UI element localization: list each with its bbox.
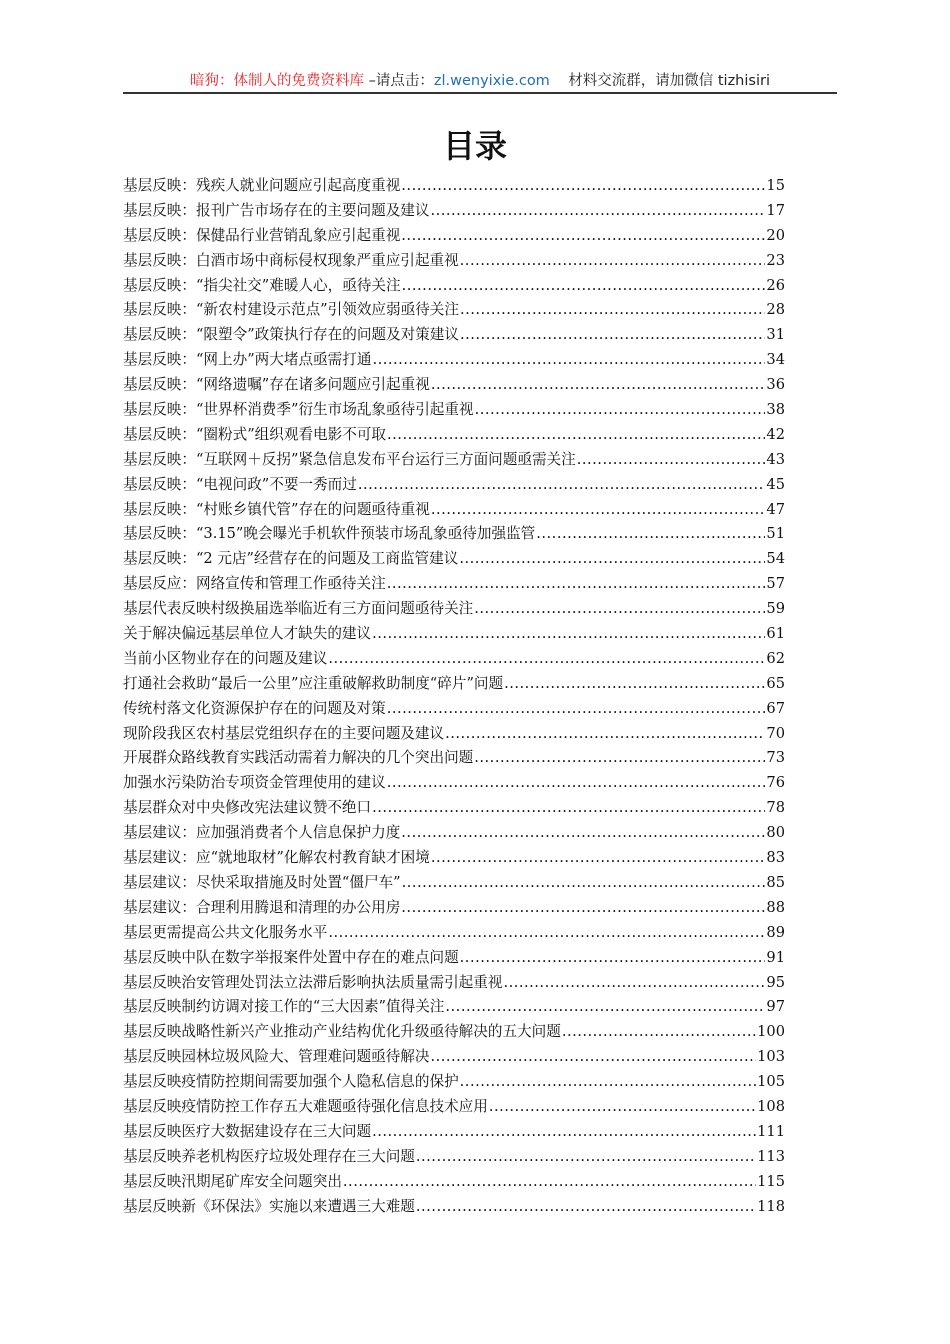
toc-entry-page: 103 [757, 1048, 785, 1066]
toc-dot-leader [431, 373, 766, 398]
toc-entry[interactable] [123, 547, 785, 572]
toc-entry[interactable] [123, 722, 785, 747]
toc-entry-title: 基层反映：“3.15”晚会曝光手机软件预装市场乱象亟待加强监管 [123, 525, 536, 543]
toc-dot-leader [402, 871, 766, 896]
toc-entry-title: 基层反映：“互联网＋反拐”紧急信息发布平台运行三方面问题亟需关注 [123, 450, 576, 468]
toc-dot-leader [445, 722, 765, 747]
table-of-contents [123, 174, 785, 1219]
toc-dot-leader [460, 298, 765, 323]
toc-entry-title: 基层建议：应“就地取材”化解农村教育缺才困境 [123, 849, 430, 867]
toc-entry[interactable] [123, 1145, 785, 1170]
toc-entry-title: 现阶段我区农村基层党组织存在的主要问题及建议 [123, 724, 445, 742]
toc-entry-title: 基层反映：“限塑令”政策执行存在的问题及对策建议 [123, 326, 459, 344]
toc-entry[interactable] [123, 697, 785, 722]
toc-entry-title: 基层反映园林垃圾风险大、管理难问题亟待解决 [123, 1048, 430, 1066]
toc-entry-page: 70 [766, 724, 785, 742]
toc-entry[interactable] [123, 224, 785, 249]
toc-entry[interactable] [123, 298, 785, 323]
toc-entry-page: 57 [766, 575, 785, 593]
toc-dot-leader [430, 199, 765, 224]
toc-dot-leader [387, 771, 766, 796]
toc-entry[interactable] [123, 796, 785, 821]
toc-entry-title: 基层代表反映村级换届选举临近有三方面问题亟待关注 [123, 600, 474, 618]
toc-entry-page: 95 [766, 973, 785, 991]
header-divider [123, 92, 837, 94]
toc-dot-leader [562, 1020, 756, 1045]
toc-entry-page: 47 [766, 500, 785, 518]
toc-entry-page: 23 [766, 251, 785, 269]
toc-entry-title: 基层反映：残疾人就业问题应引起高度重视 [123, 177, 401, 194]
toc-dot-leader [459, 547, 765, 572]
toc-dot-leader [431, 846, 766, 871]
toc-entry-page: 88 [766, 898, 785, 916]
toc-entry-title: 基层反映养老机构医疗垃圾处理存在三大问题 [123, 1147, 415, 1165]
toc-entry-page: 45 [766, 475, 785, 493]
toc-entry[interactable] [123, 274, 785, 299]
toc-entry[interactable] [123, 871, 785, 896]
toc-entry-title: 基层反映疫情防控工作存五大难题亟待强化信息技术应用 [123, 1097, 488, 1115]
toc-dot-leader [328, 921, 765, 946]
toc-dot-leader [460, 249, 766, 274]
toc-entry[interactable] [123, 249, 785, 274]
toc-entry[interactable] [123, 572, 785, 597]
toc-dot-leader [372, 1120, 756, 1145]
toc-entry-title: 基层更需提高公共文化服务水平 [123, 923, 328, 941]
toc-entry-page: 42 [766, 425, 785, 443]
toc-dot-leader [343, 1170, 756, 1195]
toc-dot-leader [474, 746, 765, 771]
header-click-prompt: –请点击： [364, 73, 434, 89]
toc-entry[interactable] [123, 348, 785, 373]
toc-entry-page: 89 [766, 923, 785, 941]
toc-dot-leader [536, 522, 765, 547]
toc-entry[interactable] [123, 995, 785, 1020]
toc-dot-leader [372, 348, 765, 373]
toc-entry[interactable] [123, 1095, 785, 1120]
toc-dot-leader [431, 498, 766, 523]
toc-entry-title: 开展群众路线教育实践活动需着力解决的几个突出问题 [123, 749, 474, 767]
toc-entry-page: 31 [766, 326, 785, 344]
toc-entry[interactable] [123, 771, 785, 796]
toc-entry[interactable] [123, 821, 785, 846]
toc-entry-page: 73 [766, 749, 785, 767]
toc-entry-page: 115 [757, 1172, 785, 1190]
toc-entry[interactable] [123, 323, 785, 348]
toc-entry-title: 基层反映：“新农村建设示范点”引领效应弱亟待关注 [123, 301, 459, 319]
toc-entry-page: 20 [766, 226, 785, 244]
toc-dot-leader [416, 1195, 756, 1220]
toc-dot-leader [416, 1145, 756, 1170]
toc-entry-title: 基层反映：白酒市场中商标侵权现象严重应引起重视 [123, 251, 459, 269]
toc-dot-leader [387, 423, 765, 448]
toc-entry-page: 59 [766, 600, 785, 618]
toc-entry-page: 76 [766, 774, 785, 792]
toc-dot-leader [460, 946, 766, 971]
toc-entry[interactable] [123, 1045, 785, 1070]
page-title: 目录 [442, 127, 507, 165]
toc-entry-title: 基层反映：“圈粉式”组织观看电影不可取 [123, 425, 387, 443]
toc-entry[interactable] [123, 174, 785, 199]
toc-dot-leader [577, 448, 766, 473]
toc-dot-leader [401, 174, 765, 199]
toc-entry[interactable] [123, 1120, 785, 1145]
toc-entry[interactable] [123, 1020, 785, 1045]
toc-entry-page: 67 [766, 699, 785, 717]
toc-entry-title: 基层反映：“指尖社交”难暖人心，亟待关注 [123, 276, 401, 294]
toc-entry-title: 基层反映治安管理处罚法立法滞后影响执法质量需引起重视 [123, 973, 503, 991]
toc-dot-leader [401, 896, 765, 921]
page-header [123, 70, 837, 92]
toc-entry-title: 打通社会救助“最后一公里”应注重破解救助制度“碎片”问题 [123, 674, 504, 692]
header-site-link[interactable]: zl.wenyixie.com [433, 73, 550, 89]
toc-entry-page: 43 [766, 450, 785, 468]
toc-entry-page: 100 [757, 1023, 785, 1041]
toc-entry[interactable] [123, 846, 785, 871]
toc-entry-page: 118 [757, 1197, 785, 1215]
toc-entry-title: 基层反映：“网上办”两大堵点亟需打通 [123, 351, 372, 369]
toc-entry-page: 51 [766, 525, 785, 543]
toc-dot-leader [460, 1070, 756, 1095]
toc-entry-page: 83 [766, 849, 785, 867]
toc-entry-page: 85 [766, 873, 785, 891]
toc-entry-title: 基层反映：“2 元店”经营存在的问题及工商监管建议 [123, 550, 459, 568]
toc-dot-leader [402, 274, 766, 299]
toc-entry-title: 基层反映医疗大数据建设存在三大问题 [123, 1122, 372, 1140]
toc-entry[interactable] [123, 647, 785, 672]
toc-entry-page: 28 [766, 301, 785, 319]
toc-dot-leader [358, 473, 766, 498]
toc-entry-title: 基层反映：报刊广告市场存在的主要问题及建议 [123, 201, 430, 219]
toc-entry-page: 62 [766, 649, 785, 667]
toc-entry-page: 61 [766, 625, 785, 643]
toc-entry-page: 65 [766, 674, 785, 692]
toc-entry-title: 基层反映：保健品行业营销乱象应引起重视 [123, 226, 401, 244]
toc-entry-page: 111 [757, 1122, 785, 1140]
toc-entry-page: 78 [766, 799, 785, 817]
toc-entry-page: 105 [757, 1073, 785, 1091]
toc-entry-page: 26 [766, 276, 785, 294]
header-contact: 材料交流群，请加微信 tizhisiri [549, 73, 770, 89]
toc-entry[interactable] [123, 398, 785, 423]
toc-entry[interactable] [123, 946, 785, 971]
toc-entry[interactable] [123, 921, 785, 946]
toc-dot-leader [387, 697, 766, 722]
toc-entry[interactable] [123, 746, 785, 771]
toc-dot-leader [460, 323, 765, 348]
toc-entry[interactable] [123, 622, 785, 647]
toc-entry-title: 基层建议：应加强消费者个人信息保护力度 [123, 824, 401, 842]
toc-entry[interactable] [123, 199, 785, 224]
toc-entry-page: 108 [757, 1097, 785, 1115]
toc-entry-page: 38 [766, 401, 785, 419]
toc-dot-leader [474, 597, 765, 622]
toc-entry-title: 基层反映汛期尾矿库安全问题突出 [123, 1172, 342, 1190]
toc-entry-title: 传统村落文化资源保护存在的问题及对策 [123, 699, 386, 717]
toc-entry-title: 基层反映疫情防控期间需要加强个人隐私信息的保护 [123, 1073, 459, 1091]
toc-entry-page: 113 [757, 1147, 785, 1165]
toc-dot-leader [372, 796, 765, 821]
toc-entry[interactable] [123, 473, 785, 498]
toc-entry-title: 加强水污染防治专项资金管理使用的建议 [123, 774, 386, 792]
toc-entry[interactable] [123, 1195, 785, 1220]
toc-entry-page: 54 [766, 550, 785, 568]
toc-entry[interactable] [123, 498, 785, 523]
toc-entry[interactable] [123, 373, 785, 398]
toc-dot-leader [475, 398, 766, 423]
toc-entry-title: 基层反应：网络宣传和管理工作亟待关注 [123, 575, 386, 593]
toc-dot-leader [430, 1045, 756, 1070]
toc-dot-leader [401, 821, 765, 846]
toc-entry[interactable] [123, 522, 785, 547]
toc-entry-title: 基层反映中队在数字举报案件处置中存在的难点问题 [123, 948, 459, 966]
toc-entry-title: 当前小区物业存在的问题及建议 [123, 649, 328, 667]
toc-dot-leader [328, 647, 765, 672]
toc-entry[interactable] [123, 672, 785, 697]
toc-entry-page: 91 [766, 948, 785, 966]
toc-entry-title: 基层反映：“村账乡镇代管”存在的问题亟待重视 [123, 500, 430, 518]
toc-entry-title: 基层反映制约访调对接工作的“三大因素”值得关注 [123, 998, 445, 1016]
toc-entry-page: 36 [766, 376, 785, 394]
toc-entry[interactable] [123, 896, 785, 921]
toc-entry-title: 基层反映：“网络遗嘱”存在诸多问题应引起重视 [123, 376, 430, 394]
toc-entry-title: 基层反映：“世界杯消费季”衍生市场乱象亟待引起重视 [123, 401, 474, 419]
toc-dot-leader [503, 971, 765, 996]
toc-entry-title: 基层反映战略性新兴产业推动产业结构优化升级亟待解决的五大问题 [123, 1023, 561, 1041]
toc-entry[interactable] [123, 423, 785, 448]
toc-entry-page: 80 [766, 824, 785, 842]
toc-entry-title: 基层建议：合理利用腾退和清理的办公用房 [123, 898, 401, 916]
toc-dot-leader [401, 224, 765, 249]
header-brand: 暗狗：体制人的免费资料库 [190, 73, 365, 89]
toc-entry-title: 基层群众对中央修改宪法建议赞不绝口 [123, 799, 372, 817]
toc-entry-page: 15 [766, 177, 785, 194]
toc-entry-title: 基层反映：“电视问政”不要一秀而过 [123, 475, 357, 493]
toc-dot-leader [489, 1095, 756, 1120]
toc-entry-title: 关于解决偏远基层单位人才缺失的建议 [123, 625, 372, 643]
toc-entry[interactable] [123, 971, 785, 996]
toc-entry[interactable] [123, 1170, 785, 1195]
toc-entry-title: 基层反映新《环保法》实施以来遭遇三大难题 [123, 1197, 415, 1215]
toc-dot-leader [387, 572, 766, 597]
toc-dot-leader [504, 672, 765, 697]
toc-dot-leader [372, 622, 765, 647]
toc-entry[interactable] [123, 1070, 785, 1095]
toc-entry-page: 34 [766, 351, 785, 369]
toc-entry[interactable] [123, 597, 785, 622]
toc-entry-title: 基层建议：尽快采取措施及时处置“僵尸车” [123, 873, 401, 891]
toc-dot-leader [445, 995, 765, 1020]
toc-entry-page: 17 [766, 201, 785, 219]
toc-entry[interactable] [123, 448, 785, 473]
toc-entry-page: 97 [766, 998, 785, 1016]
